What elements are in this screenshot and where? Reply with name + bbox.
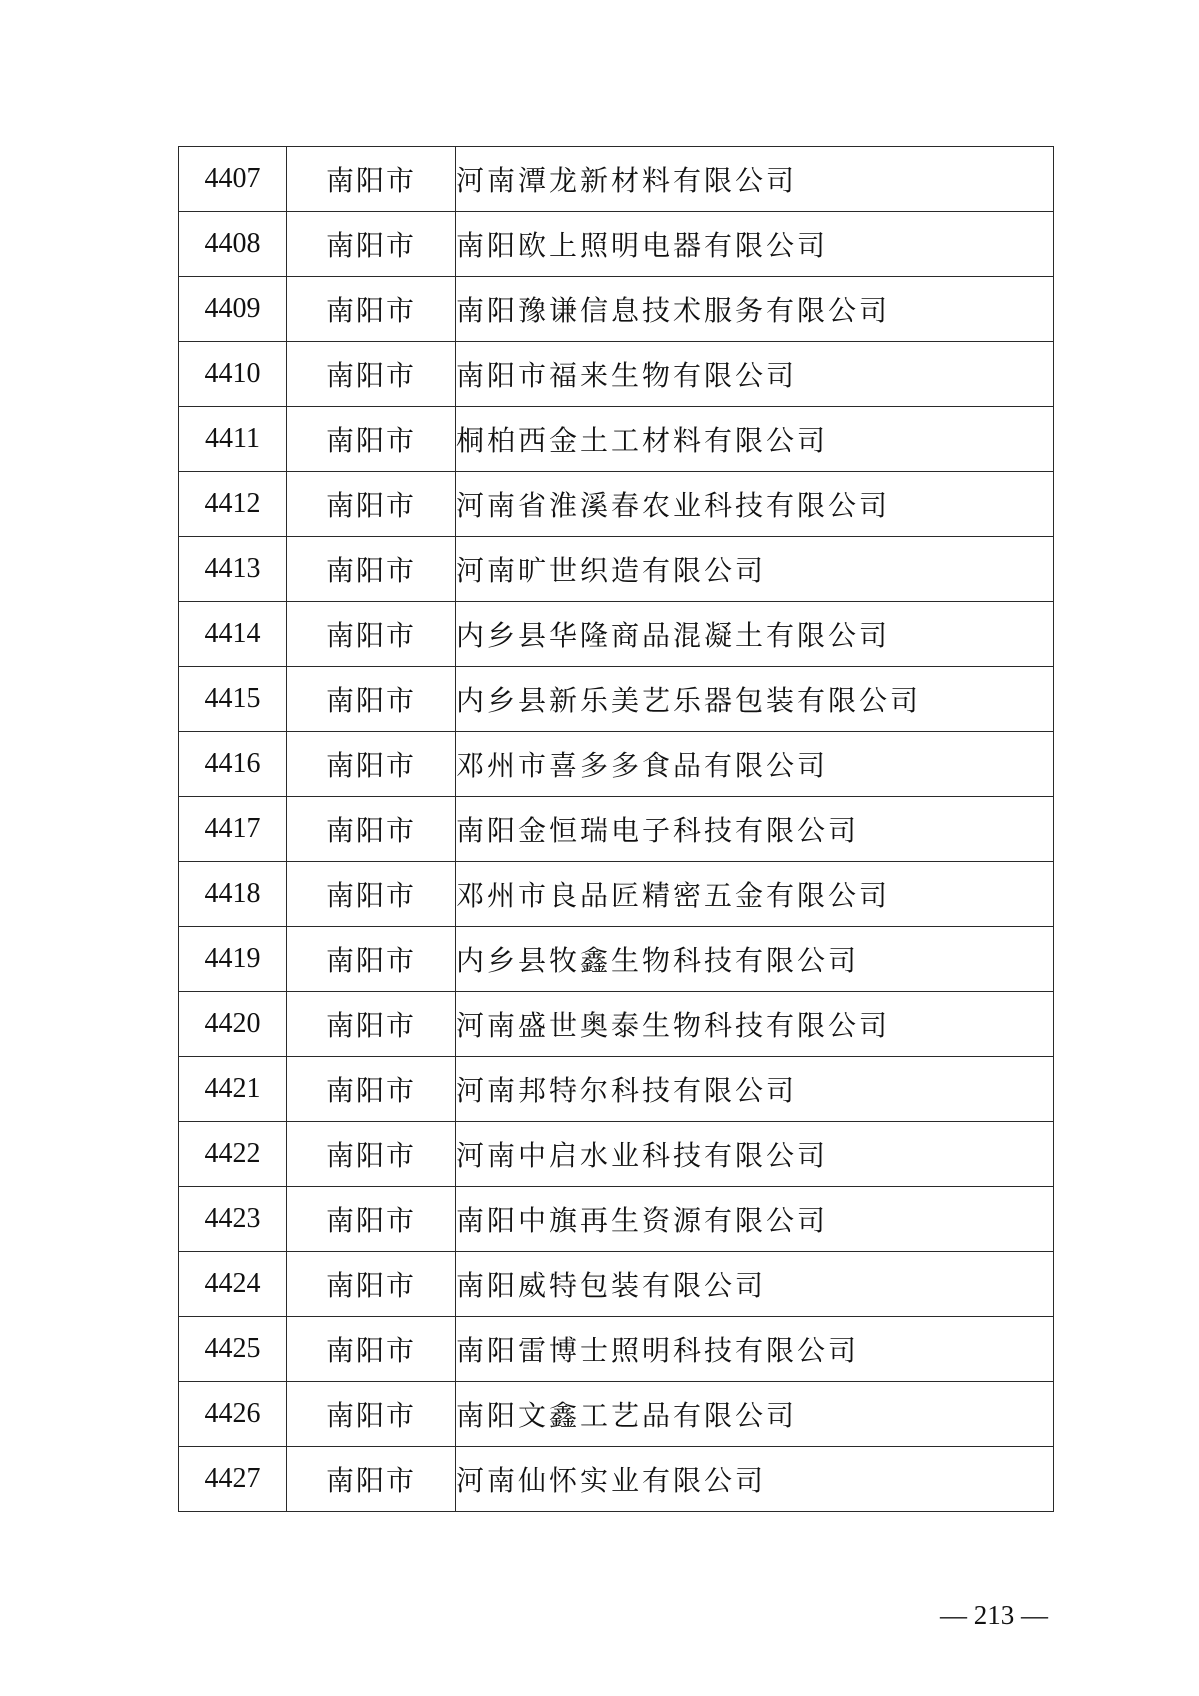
row-city: 南阳市	[287, 147, 456, 212]
row-company: 河南旷世织造有限公司	[456, 537, 1054, 602]
row-city: 南阳市	[287, 407, 456, 472]
row-city: 南阳市	[287, 1382, 456, 1447]
row-company: 南阳欧上照明电器有限公司	[456, 212, 1054, 277]
table-row	[179, 277, 1054, 342]
row-city: 南阳市	[287, 1317, 456, 1382]
page-number: — 213 —	[940, 1600, 1048, 1630]
row-number: 4416	[179, 732, 287, 797]
row-number: 4417	[179, 797, 287, 862]
row-city: 南阳市	[287, 797, 456, 862]
row-city: 南阳市	[287, 212, 456, 277]
table-row	[179, 147, 1054, 212]
row-company: 河南中启水业科技有限公司	[456, 1122, 1054, 1187]
row-city: 南阳市	[287, 732, 456, 797]
table-row	[179, 472, 1054, 537]
table-row	[179, 212, 1054, 277]
row-city: 南阳市	[287, 472, 456, 537]
row-city: 南阳市	[287, 277, 456, 342]
row-number: 4410	[179, 342, 287, 407]
row-number: 4414	[179, 602, 287, 667]
row-number: 4427	[179, 1447, 287, 1512]
row-number: 4409	[179, 277, 287, 342]
row-number: 4421	[179, 1057, 287, 1122]
table-row	[179, 602, 1054, 667]
row-number: 4413	[179, 537, 287, 602]
row-city: 南阳市	[287, 1252, 456, 1317]
row-company: 南阳市福来生物有限公司	[456, 342, 1054, 407]
table-row	[179, 732, 1054, 797]
row-number: 4407	[179, 147, 287, 212]
table-row	[179, 667, 1054, 732]
row-number: 4418	[179, 862, 287, 927]
table-row	[179, 1122, 1054, 1187]
row-number: 4419	[179, 927, 287, 992]
row-number: 4425	[179, 1317, 287, 1382]
row-number: 4415	[179, 667, 287, 732]
table-row	[179, 537, 1054, 602]
row-company: 河南邦特尔科技有限公司	[456, 1057, 1054, 1122]
table-row	[179, 1252, 1054, 1317]
table-row	[179, 927, 1054, 992]
row-number: 4411	[179, 407, 287, 472]
table-row	[179, 797, 1054, 862]
row-company: 内乡县新乐美艺乐器包装有限公司	[456, 667, 1054, 732]
row-number: 4423	[179, 1187, 287, 1252]
row-company: 内乡县牧鑫生物科技有限公司	[456, 927, 1054, 992]
row-city: 南阳市	[287, 1057, 456, 1122]
table-row	[179, 342, 1054, 407]
row-city: 南阳市	[287, 927, 456, 992]
row-number: 4424	[179, 1252, 287, 1317]
row-city: 南阳市	[287, 1187, 456, 1252]
row-company: 南阳豫谦信息技术服务有限公司	[456, 277, 1054, 342]
row-company: 邓州市良品匠精密五金有限公司	[456, 862, 1054, 927]
row-number: 4412	[179, 472, 287, 537]
row-city: 南阳市	[287, 992, 456, 1057]
row-city: 南阳市	[287, 602, 456, 667]
table-row	[179, 1382, 1054, 1447]
row-number: 4426	[179, 1382, 287, 1447]
row-company: 内乡县华隆商品混凝土有限公司	[456, 602, 1054, 667]
table-row	[179, 1317, 1054, 1382]
row-company: 南阳文鑫工艺品有限公司	[456, 1382, 1054, 1447]
table-row	[179, 1447, 1054, 1512]
row-company: 河南潭龙新材料有限公司	[456, 147, 1054, 212]
row-city: 南阳市	[287, 537, 456, 602]
table-row	[179, 407, 1054, 472]
row-company: 南阳威特包装有限公司	[456, 1252, 1054, 1317]
table-row	[179, 862, 1054, 927]
row-city: 南阳市	[287, 862, 456, 927]
row-company: 邓州市喜多多食品有限公司	[456, 732, 1054, 797]
row-company: 南阳金恒瑞电子科技有限公司	[456, 797, 1054, 862]
row-company: 南阳雷博士照明科技有限公司	[456, 1317, 1054, 1382]
table-row	[179, 1057, 1054, 1122]
row-company: 南阳中旗再生资源有限公司	[456, 1187, 1054, 1252]
row-company: 河南省淮溪春农业科技有限公司	[456, 472, 1054, 537]
row-city: 南阳市	[287, 1122, 456, 1187]
row-number: 4420	[179, 992, 287, 1057]
row-company: 桐柏西金土工材料有限公司	[456, 407, 1054, 472]
row-city: 南阳市	[287, 667, 456, 732]
row-city: 南阳市	[287, 1447, 456, 1512]
row-number: 4422	[179, 1122, 287, 1187]
row-city: 南阳市	[287, 342, 456, 407]
row-company: 河南盛世奥泰生物科技有限公司	[456, 992, 1054, 1057]
table-row	[179, 992, 1054, 1057]
company-table	[178, 146, 1054, 1512]
row-number: 4408	[179, 212, 287, 277]
row-company: 河南仙怀实业有限公司	[456, 1447, 1054, 1512]
table-row	[179, 1187, 1054, 1252]
